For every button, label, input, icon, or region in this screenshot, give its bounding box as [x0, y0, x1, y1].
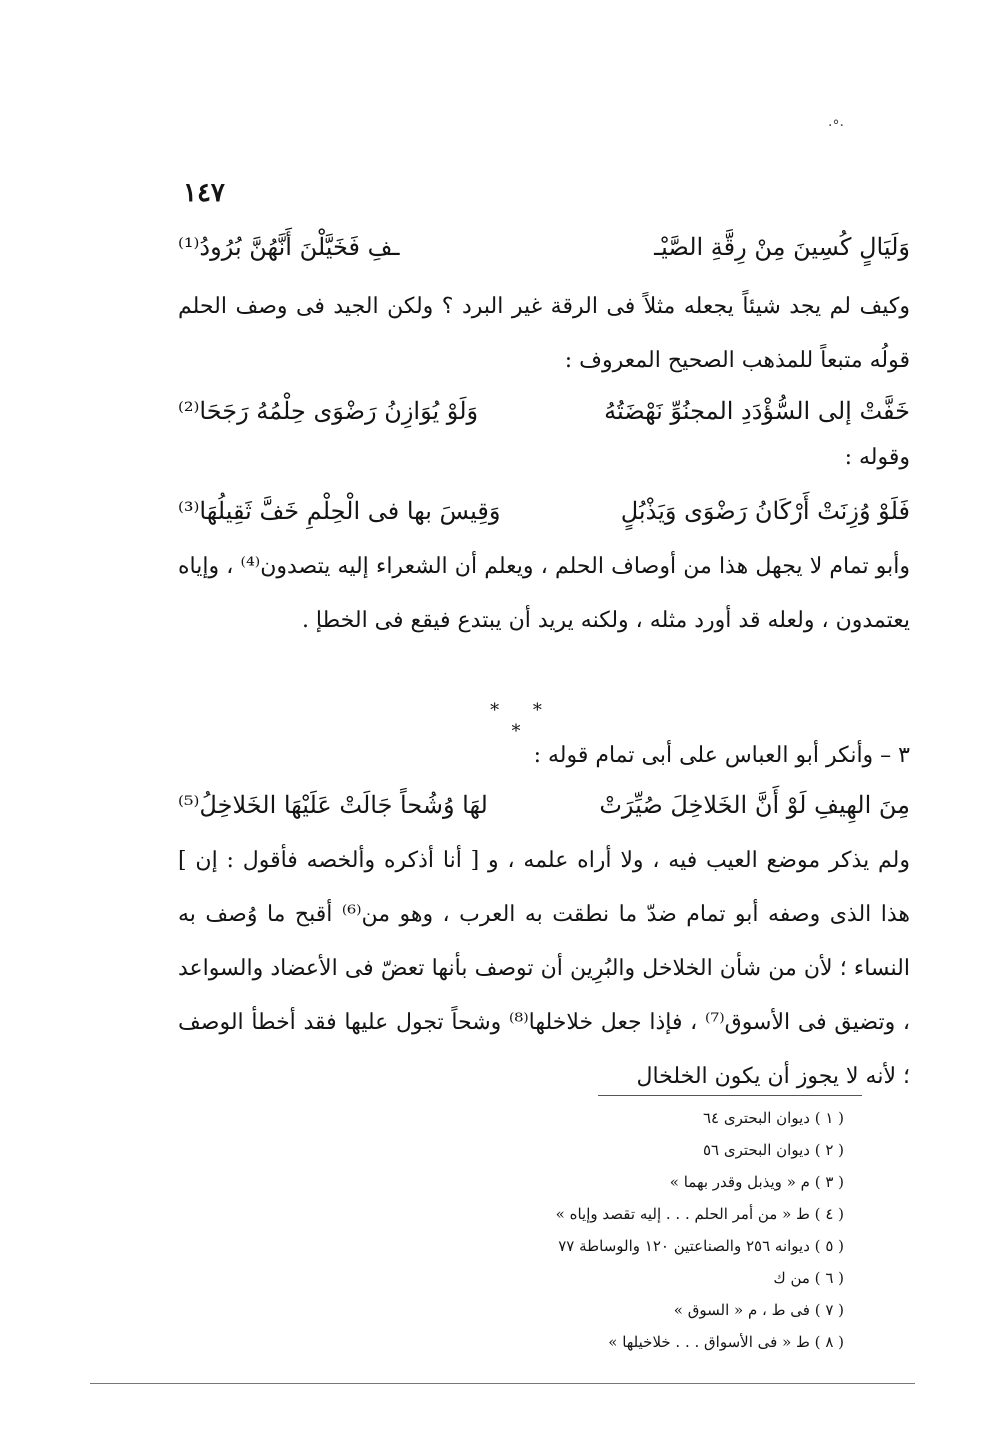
verse-1-first-hemistich: وَلَيَالٍ كُسِينَ مِنْ رِقَّةِ الصَّيْـ [654, 233, 910, 261]
verse-1-second-hemistich: ـفِ فَخَيَّلْنَ أَنَّهُنَّ بُرُودُ⁽¹⁾ [178, 233, 400, 261]
paragraph-3: ولم يذكر موضع العيب فيه ، ولا أراه علمه ، و [ أنا أذكره وألخصه فأقول : إن ] هذا الذى وصفه أبو تمام ضدّ ما نطقت به العرب ، وهو من⁽⁶⁾ أقبح ما وُصف به النساء ؛ لأن من شأن الخلاخل والبُرِين أن توصف بأنها تعضّ فى الأعضاد والسواعد ، وتضيق فى الأسوق⁽⁷⁾ ، فإذا جعل خلاخلها⁽⁸⁾ وشحاً تجول عليها فقد أخطأ الوصف ؛ لأنه لا يجوز أن يكون الخلخال [178, 848, 911, 1089]
footnote-4: ( ٤ ) ط « من أمر الحلم . . . إليه تقصد وإياه » [555, 1205, 844, 1223]
verse-4-second-hemistich: لهَا وُشُحاً جَالَتْ عَلَيْهَا الخَلاخِلُ⁽⁵⁾ [178, 791, 488, 819]
verse-3-second-hemistich: وَقِيسَ بها فى الْحِلْمِ خَفَّ ثَقِيلُهَا⁽³⁾ [178, 497, 501, 525]
footnote-separator-rule [598, 1095, 862, 1096]
paragraph-1: وكيف لم يجد شيئاً يجعله مثلاً فى الرقة غير البرد ؟ ولكن الجيد فى وصف الحلم قولُه متبعاً للمذهب الصحيح المعروف : [178, 294, 910, 373]
section-separator: * * * [490, 700, 556, 742]
section-3-heading: ٣ – وأنكر أبو العباس على أبى تمام قوله : [533, 743, 910, 768]
and-his-saying-line: وقوله : [844, 445, 910, 470]
footnote-1: ( ١ ) ديوان البحترى ٦٤ [702, 1109, 844, 1127]
page-bottom-rule [90, 1383, 915, 1384]
verse-2-second-hemistich: وَلَوْ يُوَازِنُ رَضْوَى حِلْمُهُ رَجَحَا⁽²⁾ [178, 397, 479, 425]
corner-mark: ·°· [828, 118, 844, 134]
footnote-2: ( ٢ ) ديوان البحترى ٥٦ [702, 1141, 844, 1159]
footnote-8: ( ٨ ) ط « فى الأسواق . . . خلاخيلها » [608, 1333, 844, 1351]
footnote-6: ( ٦ ) من ك [773, 1269, 844, 1287]
verse-3-first-hemistich: فَلَوْ وُزِنَتْ أَرْكَانُ رَضْوَى وَيَذْبُلٍ [620, 497, 910, 525]
page-number: ١٤٧ [183, 178, 225, 208]
footnote-3: ( ٣ ) م « ويذبل وقدر بهما » [669, 1173, 844, 1191]
footnote-5: ( ٥ ) ديوانه ٢٥٦ والصناعتين ١٢٠ والوساطة ٧٧ [558, 1237, 844, 1255]
footnotes [420, 1102, 844, 1358]
verse-2 [178, 392, 910, 430]
paragraph-2: وأبو تمام لا يجهل هذا من أوصاف الحلم ، ويعلم أن الشعراء إليه يتصدون⁽⁴⁾ ، وإياه يعتمدون ، ولعله قد أورد مثله ، ولكنه يريد أن يبتدع فيقع فى الخطإ . [178, 554, 910, 633]
verse-1 [178, 228, 910, 266]
verse-4-first-hemistich: مِنَ الهِيفِ لَوْ أَنَّ الخَلاخِلَ صُيِّرَتْ [599, 791, 910, 819]
verse-4 [178, 786, 910, 824]
verse-3 [178, 492, 910, 530]
verse-2-first-hemistich: خَفَّتْ إلى السُّؤْدَدِ المجنُوِّ نَهْضَتُهُ [604, 397, 910, 425]
footnote-7: ( ٧ ) فى ط ، م « السوق » [673, 1301, 844, 1319]
